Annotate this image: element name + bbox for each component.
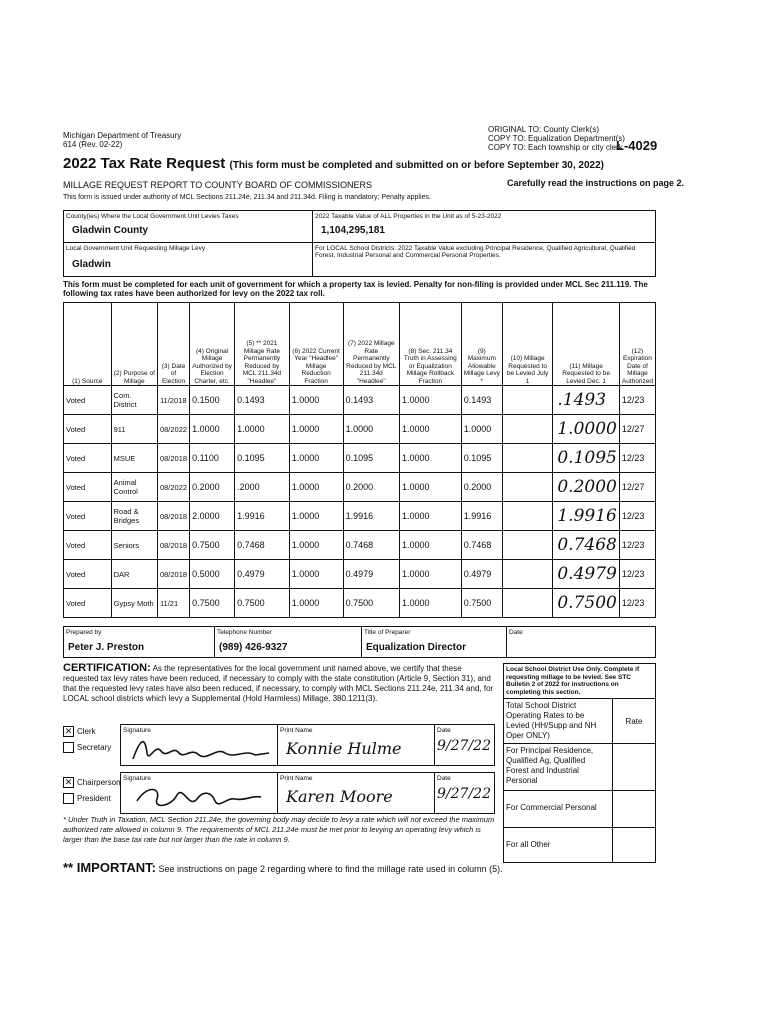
instructions-note: Carefully read the instructions on page 2. (507, 178, 685, 188)
july-levy-cell[interactable] (502, 386, 553, 415)
signature-field-1[interactable] (120, 724, 278, 766)
max-allowable-cell: 0.1095 (461, 444, 502, 473)
date-label: Date (437, 727, 451, 734)
column-header: (4) Original Millage Authorized by Election Charter, etc. (190, 303, 235, 386)
source-cell: Voted (64, 415, 112, 444)
secretary-checkbox[interactable] (63, 742, 74, 753)
column-header: (5) ** 2021 Millage Rate Permanently Reduced by MCL 211.34d "Headlee" (235, 303, 290, 386)
dec-levy-cell[interactable]: 0.4979 (553, 560, 619, 589)
election-date-cell: 08/2022 (157, 415, 189, 444)
print-name-value-1: Konnie Hulme (286, 739, 402, 758)
reduction-fraction-cell: 1.0000 (289, 444, 343, 473)
school-rate-cell[interactable] (612, 827, 656, 863)
reduction-fraction-cell: 1.0000 (289, 502, 343, 531)
july-levy-cell[interactable] (502, 589, 553, 618)
school-taxable-field[interactable] (312, 242, 656, 277)
2022-rate-cell: 0.4979 (343, 560, 399, 589)
dec-levy-cell[interactable]: .1493 (553, 386, 619, 415)
2021-rate-cell: 0.7500 (235, 589, 290, 618)
form-subtitle: MILLAGE REQUEST REPORT TO COUNTY BOARD OF COMMISSIONERS (63, 180, 373, 190)
2021-rate-cell: 1.9916 (235, 502, 290, 531)
source-cell: Voted (64, 589, 112, 618)
reduction-fraction-cell: 1.0000 (289, 415, 343, 444)
2022-rate-cell: 0.2000 (343, 473, 399, 502)
2021-rate-cell: 0.4979 (235, 560, 290, 589)
max-allowable-cell: 1.0000 (461, 415, 502, 444)
telephone-label: Telephone Number (217, 629, 272, 636)
2022-rate-cell: 1.9916 (343, 502, 399, 531)
dec-levy-cell[interactable]: 0.7468 (553, 531, 619, 560)
2022-rate-cell: 0.7468 (343, 531, 399, 560)
rollback-fraction-cell: 1.0000 (400, 473, 462, 502)
clerk-option[interactable] (63, 724, 111, 740)
rollback-fraction-cell: 1.0000 (400, 531, 462, 560)
source-cell: Voted (64, 502, 112, 531)
expiration-cell: 12/27 (619, 415, 655, 444)
important-label: ** IMPORTANT: (63, 860, 156, 875)
millage-row (64, 502, 656, 531)
rollback-fraction-cell: 1.0000 (400, 386, 462, 415)
president-label: President (77, 794, 111, 803)
original-millage-cell: 0.1500 (190, 386, 235, 415)
preparer-title-value: Equalization Director (366, 642, 467, 653)
max-allowable-cell: 1.9916 (461, 502, 502, 531)
expiration-cell: 12/23 (619, 444, 655, 473)
copy-line: COPY TO: Equalization Department(s) (488, 134, 625, 143)
form-revision: 614 (Rev. 02-22) (63, 140, 123, 149)
millage-row (64, 589, 656, 618)
original-millage-cell: 0.1100 (190, 444, 235, 473)
source-cell: Voted (64, 560, 112, 589)
dec-levy-cell[interactable]: 0.1095 (553, 444, 619, 473)
rollback-fraction-cell: 1.0000 (400, 444, 462, 473)
truth-in-taxation-footnote: * Under Truth in Taxation, MCL Section 211.24e, the governing body may decide to levy a rate which will not exceed the maximum authorized rate allowed in column 9. The requirements of MCL 211.24e must be met prior to levying an operating levy which is larger than the base tax rate but not larger than the rate in column 9. (63, 815, 495, 844)
secretary-option[interactable] (63, 740, 111, 756)
column-header: (10) Millage Requested to be Levied July 1 (502, 303, 553, 386)
column-header: (6) 2022 Current Year "Headlee" Millage Reduction Fraction (289, 303, 343, 386)
max-allowable-cell: 0.2000 (461, 473, 502, 502)
school-district-heading: Local School District Use Only. Complete if requesting millage to be levied. See STC Bulletin 2 of 2022 for instructions on completing this section. (503, 663, 656, 699)
school-taxable-note: For LOCAL School Districts: 2022 Taxable Value excluding Principal Residence, Qualified Agricultural, Qualified Forest, Industrial Personal and Commercial Personal Properties. (315, 245, 636, 259)
july-levy-cell[interactable] (502, 444, 553, 473)
column-header: (7) 2022 Millage Rate Permanently Reduced by MCL 211.34d "Headlee" (343, 303, 399, 386)
election-date-cell: 08/2018 (157, 560, 189, 589)
form-title-note: (This form must be completed and submitted on or before September 30, 2022) (229, 160, 605, 171)
expiration-cell: 12/23 (619, 589, 655, 618)
millage-row (64, 444, 656, 473)
authorization-notice: This form must be completed for each unit of government for which a property tax is levied. Penalty for non-filing is provided under MCL Sec 211.119. The following tax rates have been authorized for levy on the 2022 tax roll. (63, 280, 648, 298)
dec-levy-cell[interactable]: 1.9916 (553, 502, 619, 531)
original-millage-cell: 0.5000 (190, 560, 235, 589)
source-cell: Voted (64, 473, 112, 502)
print-name-field-2[interactable] (277, 772, 435, 814)
expiration-cell: 12/23 (619, 386, 655, 415)
reduction-fraction-cell: 1.0000 (289, 560, 343, 589)
header-dept-block (63, 131, 181, 149)
election-date-cell: 08/2022 (157, 473, 189, 502)
max-allowable-cell: 0.4979 (461, 560, 502, 589)
july-levy-cell[interactable] (502, 415, 553, 444)
2021-rate-cell: 1.0000 (235, 415, 290, 444)
election-date-cell: 08/2018 (157, 531, 189, 560)
purpose-cell: Seniors (111, 531, 157, 560)
purpose-cell: MSUE (111, 444, 157, 473)
signature-field-2[interactable] (120, 772, 278, 814)
rollback-fraction-cell: 1.0000 (400, 560, 462, 589)
county-value: Gladwin County (72, 225, 149, 236)
clerk-label: Clerk (77, 727, 96, 736)
2022-rate-cell: 0.1493 (343, 386, 399, 415)
july-levy-cell[interactable] (502, 502, 553, 531)
role-options-1 (63, 724, 111, 756)
reduction-fraction-cell: 1.0000 (289, 589, 343, 618)
reduction-fraction-cell: 1.0000 (289, 386, 343, 415)
role-options-2 (63, 775, 121, 807)
millage-row (64, 473, 656, 502)
millage-row (64, 386, 656, 415)
certification-body: As the representatives for the local government unit named above, we certify that these requested tax levy rates have been reduced, if necessary to comply with the state constitution (Article 9, Section 31), and that the requested levy rates have also been reduced, if necessary, to comply with MCL Sections 211.24e, 211.34 and, for LOCAL school districts which levy a Supplemental (Hold Harmless) Millage, 380.1211(3). (63, 664, 494, 703)
prepared-by-label: Prepared by (66, 629, 102, 636)
reduction-fraction-cell: 1.0000 (289, 473, 343, 502)
county-field[interactable] (63, 210, 313, 243)
department-name: Michigan Department of Treasury (63, 131, 182, 140)
purpose-cell: Gypsy Moth (111, 589, 157, 618)
expiration-cell: 12/23 (619, 502, 655, 531)
july-levy-cell[interactable] (502, 560, 553, 589)
column-header: (2) Purpose of Millage (111, 303, 157, 386)
signature-label: Signature (123, 727, 151, 734)
prepared-date-field[interactable] (506, 626, 656, 658)
original-millage-cell: 2.0000 (190, 502, 235, 531)
form-number: L-4029 (616, 138, 658, 153)
certification-heading: CERTIFICATION: (63, 662, 151, 674)
school-row-other: For all Other (503, 827, 613, 863)
millage-row (64, 415, 656, 444)
signature-label: Signature (123, 775, 151, 782)
secretary-label: Secretary (77, 743, 112, 752)
chairperson-label: Chairperson (77, 778, 121, 787)
date-value-2: 9/27/22 (437, 786, 491, 802)
column-header: (11) Millage Requested to be Levied Dec. 1 (553, 303, 619, 386)
chairperson-option[interactable] (63, 775, 121, 791)
date-field-1[interactable] (434, 724, 495, 766)
prepared-date-label: Date (509, 629, 523, 636)
max-allowable-cell: 0.7500 (461, 589, 502, 618)
preparer-title-label: Title of Preparer (364, 629, 411, 636)
2022-rate-cell: 0.1095 (343, 444, 399, 473)
prepared-by-field[interactable] (63, 626, 215, 658)
expiration-cell: 12/23 (619, 531, 655, 560)
rollback-fraction-cell: 1.0000 (400, 589, 462, 618)
taxable-value-field[interactable] (312, 210, 656, 243)
election-date-cell: 08/2018 (157, 502, 189, 531)
telephone-field[interactable] (214, 626, 362, 658)
original-millage-cell: 0.7500 (190, 531, 235, 560)
school-rate-label: Rate (612, 698, 656, 744)
school-row-commercial: For Commercial Personal (503, 790, 613, 828)
form-title-row (63, 155, 604, 172)
authority-note: This form is issued under authority of MCL Sections 211.24e, 211.34 and 211.34d. Filing is mandatory; Penalty applies. (63, 194, 431, 201)
dec-levy-cell[interactable]: 0.7500 (553, 589, 619, 618)
expiration-cell: 12/27 (619, 473, 655, 502)
column-header: (1) Source (64, 303, 112, 386)
important-text: See instructions on page 2 regarding where to find the millage rate used in column (5). (158, 864, 503, 874)
original-millage-cell: 1.0000 (190, 415, 235, 444)
2022-rate-cell: 1.0000 (343, 415, 399, 444)
copy-line: COPY TO: Each township or city clerk (488, 143, 623, 152)
form-title: 2022 Tax Rate Request (63, 155, 226, 172)
telephone-value: (989) 426-9327 (219, 642, 288, 653)
2022-rate-cell: 0.7500 (343, 589, 399, 618)
2021-rate-cell: 0.7468 (235, 531, 290, 560)
expiration-cell: 12/23 (619, 560, 655, 589)
preparer-title-field[interactable] (361, 626, 507, 658)
millage-row (64, 560, 656, 589)
rollback-fraction-cell: 1.0000 (400, 502, 462, 531)
purpose-cell: Animal Control (111, 473, 157, 502)
dec-levy-cell[interactable]: 0.2000 (553, 473, 619, 502)
election-date-cell: 11/2018 (157, 386, 189, 415)
local-unit-field[interactable] (63, 242, 313, 277)
school-rate-cell[interactable] (612, 743, 656, 791)
print-name-field-1[interactable] (277, 724, 435, 766)
handwritten-signature-2 (127, 781, 277, 811)
july-levy-cell[interactable] (502, 531, 553, 560)
date-field-2[interactable] (434, 772, 495, 814)
copy-line: ORIGINAL TO: County Clerk(s) (488, 125, 599, 134)
purpose-cell: Road & Bridges (111, 502, 157, 531)
handwritten-signature-1 (127, 733, 277, 763)
important-note (63, 860, 503, 875)
column-header: (8) Sec. 211.34 Truth in Assessing or Equalization Millage Rollback Fraction (400, 303, 462, 386)
chairperson-checkbox[interactable]: ✕ (64, 777, 73, 788)
rollback-fraction-cell: 1.0000 (400, 415, 462, 444)
school-rate-cell[interactable] (612, 790, 656, 828)
election-date-cell: 08/2018 (157, 444, 189, 473)
local-unit-value: Gladwin (72, 259, 111, 270)
copy-distribution (488, 125, 625, 152)
source-cell: Voted (64, 444, 112, 473)
print-name-value-2: Karen Moore (286, 787, 393, 806)
2021-rate-cell: 0.1493 (235, 386, 290, 415)
millage-row (64, 531, 656, 560)
certification-text (63, 663, 495, 704)
county-label: County(ies) Where the Local Government Unit Levies Taxes (66, 213, 239, 220)
print-name-label: Print Name (280, 727, 313, 734)
president-checkbox[interactable] (63, 793, 74, 804)
source-cell: Voted (64, 386, 112, 415)
original-millage-cell: 0.2000 (190, 473, 235, 502)
reduction-fraction-cell: 1.0000 (289, 531, 343, 560)
july-levy-cell[interactable] (502, 473, 553, 502)
purpose-cell: 911 (111, 415, 157, 444)
school-total-label: Total School District Operating Rates to be Levied (HH/Supp and NH Oper ONLY) (503, 698, 613, 744)
president-option[interactable] (63, 791, 121, 807)
local-unit-label: Local Government Unit Requesting Millage Levy (66, 245, 206, 252)
2021-rate-cell: .2000 (235, 473, 290, 502)
max-allowable-cell: 0.1493 (461, 386, 502, 415)
date-value-1: 9/27/22 (437, 738, 491, 754)
date-label: Date (437, 775, 451, 782)
purpose-cell: Com. District (111, 386, 157, 415)
millage-header-row (64, 303, 656, 386)
millage-table (63, 302, 656, 618)
column-header: (3) Date of Election (157, 303, 189, 386)
print-name-label: Print Name (280, 775, 313, 782)
election-date-cell: 11/21 (157, 589, 189, 618)
2021-rate-cell: 0.1095 (235, 444, 290, 473)
dec-levy-cell[interactable]: 1.0000 (553, 415, 619, 444)
purpose-cell: DAR (111, 560, 157, 589)
school-row-principal: For Principal Residence, Qualified Ag, Qualified Forest and Industrial Personal (503, 743, 613, 791)
prepared-by-value: Peter J. Preston (68, 642, 145, 653)
column-header: (12) Expiration Date of Millage Authorized (619, 303, 655, 386)
clerk-checkbox[interactable]: ✕ (64, 726, 73, 737)
column-header: (9) Maximum Allowable Millage Levy * (461, 303, 502, 386)
taxable-value-label: 2022 Taxable Value of ALL Properties in the Unit as of 5-23-2022 (315, 213, 502, 220)
original-millage-cell: 0.7500 (190, 589, 235, 618)
max-allowable-cell: 0.7468 (461, 531, 502, 560)
taxable-value: 1,104,295,181 (321, 225, 385, 236)
source-cell: Voted (64, 531, 112, 560)
